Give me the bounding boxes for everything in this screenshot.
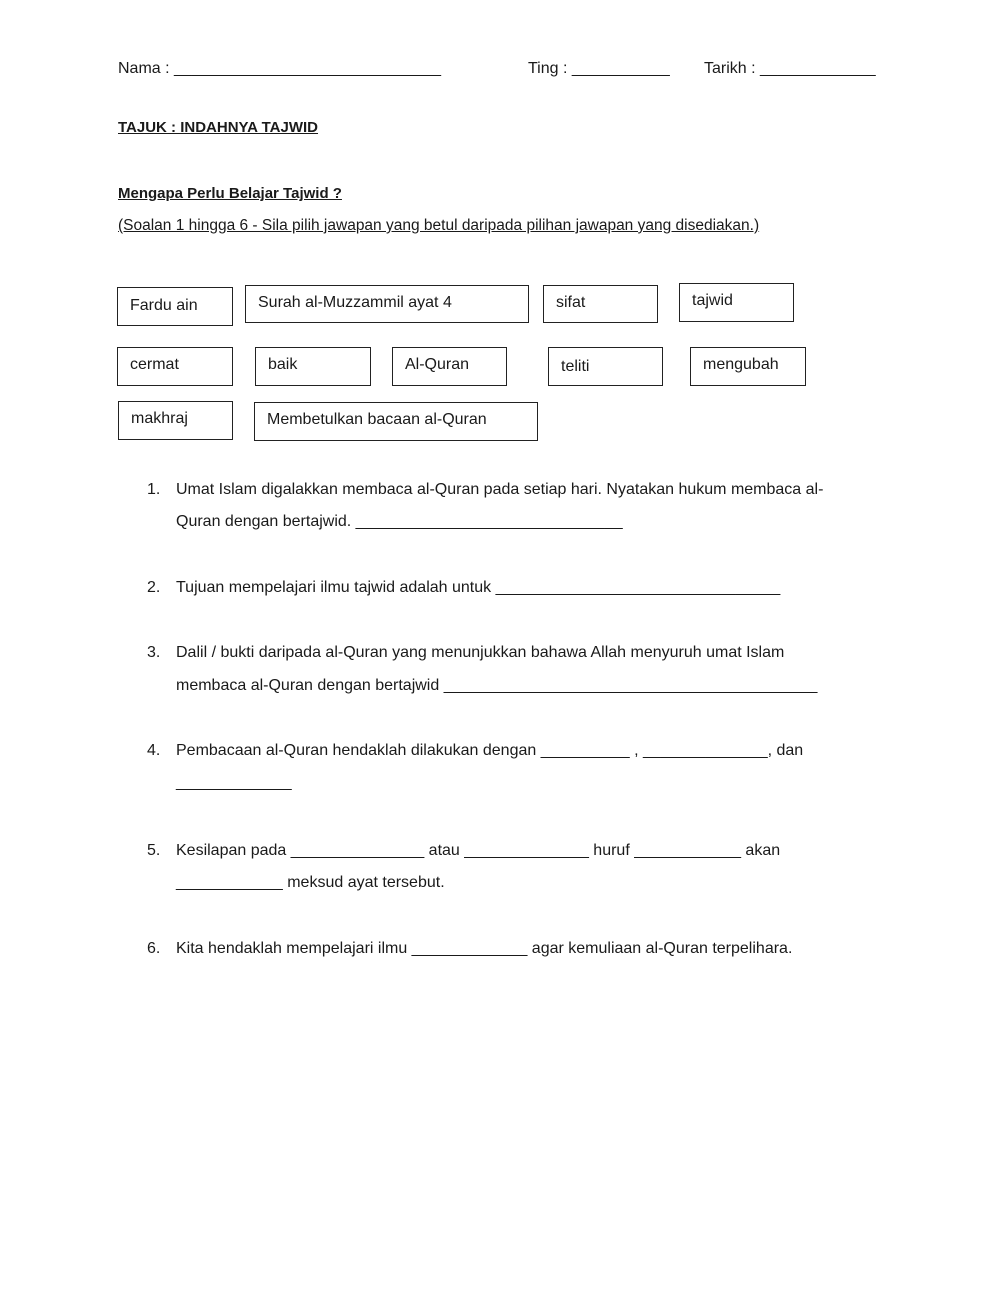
section-heading: Mengapa Perlu Belajar Tajwid ?	[118, 185, 342, 202]
question-text[interactable]: membaca al-Quran dengan bertajwid __________________________________________	[176, 677, 818, 694]
ting-field[interactable]: Ting : ___________	[528, 60, 670, 77]
option-box[interactable]: tajwid	[679, 283, 794, 322]
question-text[interactable]: _____________	[176, 774, 292, 791]
option-box[interactable]: Membetulkan bacaan al-Quran	[254, 402, 538, 441]
question-number: 1.	[147, 481, 161, 498]
question-number: 4.	[147, 742, 161, 759]
nama-field[interactable]: Nama : ______________________________	[118, 60, 441, 77]
question-number: 2.	[147, 579, 161, 596]
option-box[interactable]: makhraj	[118, 401, 233, 440]
question-number: 5.	[147, 842, 161, 859]
option-box[interactable]: baik	[255, 347, 371, 386]
question-number: 3.	[147, 644, 161, 661]
question-text[interactable]: Quran dengan bertajwid. ______________________________	[176, 513, 623, 530]
option-box[interactable]: cermat	[117, 347, 233, 386]
question-text[interactable]: Umat Islam digalakkan membaca al-Quran pada setiap hari. Nyatakan hukum membaca al-	[176, 481, 824, 498]
option-box[interactable]: Fardu ain	[117, 287, 233, 326]
option-box[interactable]: Surah al-Muzzammil ayat 4	[245, 285, 529, 323]
option-box[interactable]: teliti	[548, 347, 663, 386]
option-box[interactable]: mengubah	[690, 347, 806, 386]
instruction-text: (Soalan 1 hingga 6 - Sila pilih jawapan yang betul daripada pilihan jawapan yang disediakan.)	[118, 217, 760, 234]
question-text[interactable]: Kita hendaklah mempelajari ilmu _____________ agar kemuliaan al-Quran terpelihara.	[176, 940, 793, 957]
page-title: TAJUK : INDAHNYA TAJWID	[118, 119, 319, 136]
question-text[interactable]: Pembacaan al-Quran hendaklah dilakukan dengan __________ , ______________, dan	[176, 742, 804, 759]
tarikh-field[interactable]: Tarikh : _____________	[704, 60, 876, 77]
question-text[interactable]: Dalil / bukti daripada al-Quran yang menunjukkan bahawa Allah menyuruh umat Islam	[176, 644, 785, 661]
option-box[interactable]: sifat	[543, 285, 658, 323]
question-text[interactable]: ____________ meksud ayat tersebut.	[176, 874, 445, 891]
question-text[interactable]: Kesilapan pada _______________ atau ______________ huruf ____________ akan	[176, 842, 781, 859]
option-box[interactable]: Al-Quran	[392, 347, 507, 386]
question-number: 6.	[147, 940, 161, 957]
question-text[interactable]: Tujuan mempelajari ilmu tajwid adalah untuk ________________________________	[176, 579, 781, 596]
